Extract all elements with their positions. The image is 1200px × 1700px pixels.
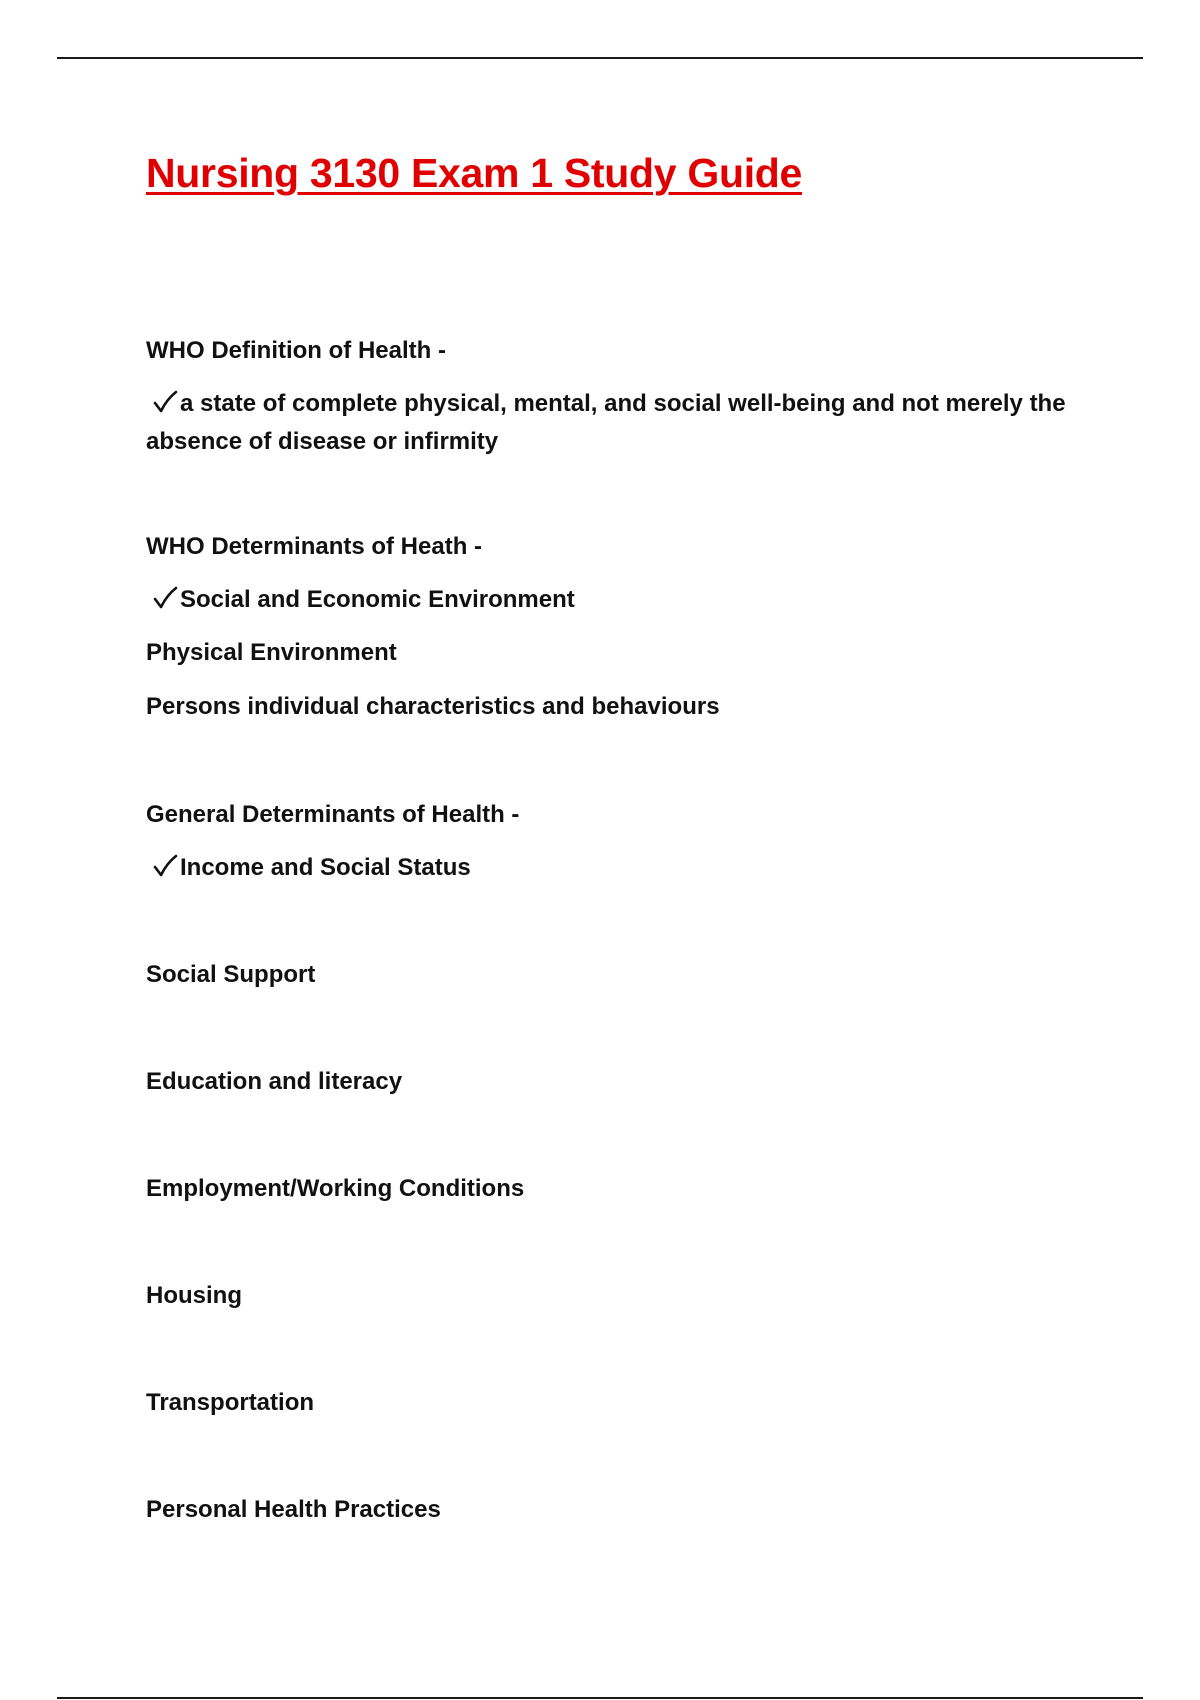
who-determinant-item — [146, 581, 575, 619]
general-determinant-item: Housing — [146, 1282, 242, 1309]
general-determinant-item: Transportation — [146, 1389, 315, 1416]
section-heading-who-definition: WHO Definition of Health - — [146, 337, 446, 364]
who-determinant-item: Physical Environment — [146, 639, 397, 666]
checkmark-icon — [152, 853, 178, 879]
section-heading-general-determinants: General Determinants of Health - — [146, 801, 520, 828]
general-determinant-item: Social Support — [146, 961, 316, 988]
who-definition-text: a state of complete physical, mental, and social well-being and not merely the absence of disease or infirmity — [146, 390, 1066, 455]
who-determinant-label: Social and Economic Environment — [180, 586, 575, 613]
general-determinant-item — [146, 849, 471, 887]
general-determinant-item: Education and literacy — [146, 1068, 403, 1095]
top-rule — [57, 57, 1143, 59]
checkmark-icon — [152, 389, 178, 415]
page-title: Nursing 3130 Exam 1 Study Guide — [146, 150, 803, 196]
general-determinant-item: Personal Health Practices — [146, 1496, 441, 1523]
general-determinant-item: Employment/Working Conditions — [146, 1175, 525, 1202]
checkmark-icon — [152, 585, 178, 611]
who-determinant-item: Persons individual characteristics and behaviours — [146, 693, 720, 720]
section-heading-who-determinants: WHO Determinants of Heath - — [146, 533, 483, 560]
general-determinant-label: Income and Social Status — [180, 854, 471, 881]
bottom-rule — [57, 1697, 1143, 1699]
who-definition-answer — [146, 385, 1066, 461]
